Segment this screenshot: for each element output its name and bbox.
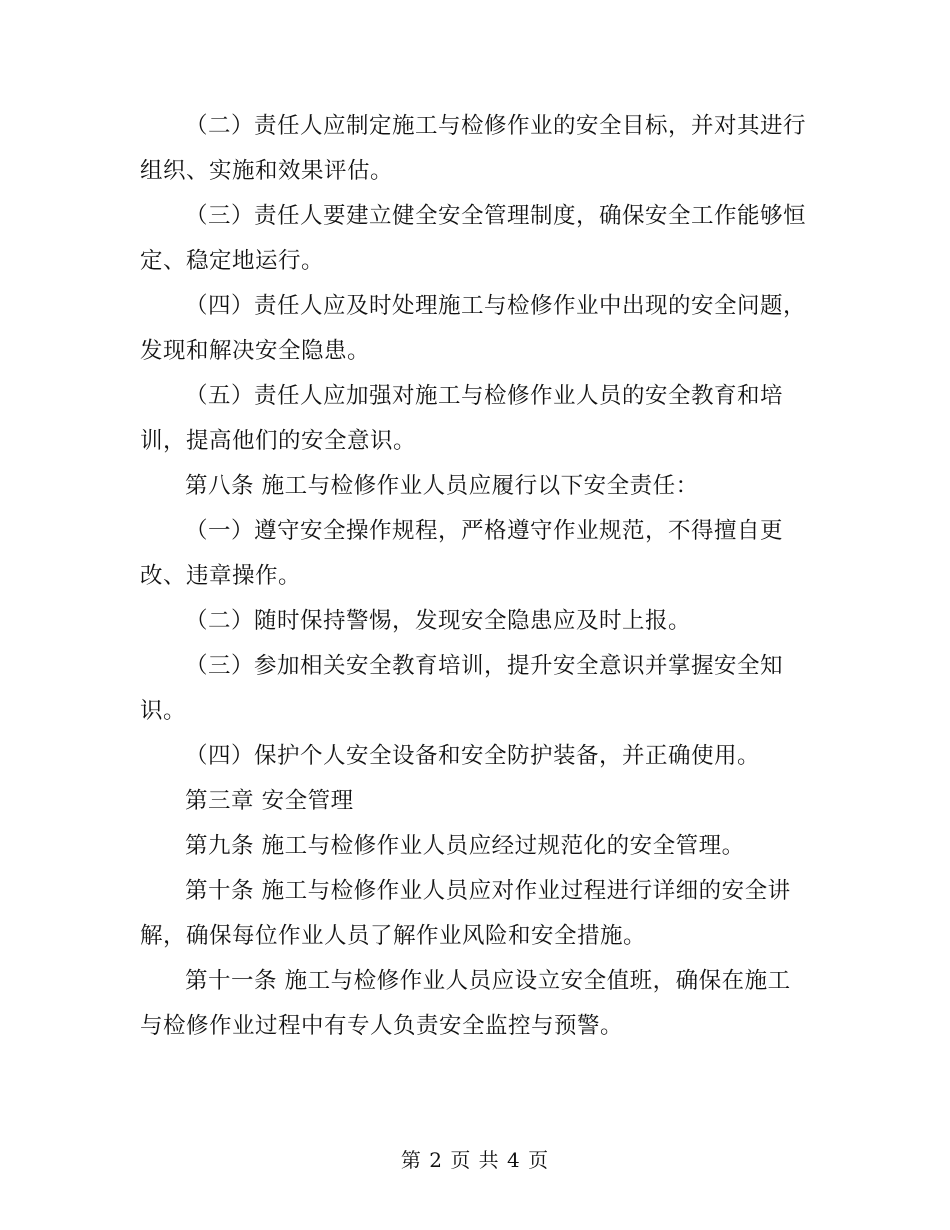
paragraph-item-2-alert: （二）随时保持警惕，发现安全隐患应及时上报。	[185, 608, 692, 634]
chapter-3-heading: 第三章 安全管理	[185, 788, 354, 814]
article-10: 第十条 施工与检修作业人员应对作业过程进行详细的安全讲解，确保每位作业人员了解作业风险和安全措施。	[140, 878, 791, 949]
paragraph-item-4-equipment: （四）保护个人安全设备和安全防护装备，并正确使用。	[185, 743, 761, 769]
paragraph-item-3-education: （三）参加相关安全教育培训，提升安全意识并掌握安全知识。	[140, 653, 784, 724]
article-9: 第九条 施工与检修作业人员应经过规范化的安全管理。	[185, 833, 745, 859]
paragraph-item-2-goals: （二）责任人应制定施工与检修作业的安全目标，并对其进行组织、实施和效果评估。	[140, 113, 807, 184]
article-11: 第十一条 施工与检修作业人员应设立安全值班，确保在施工与检修作业过程中有专人负责安全监控与预警。	[140, 968, 791, 1039]
page-footer: 第 2 页 共 4 页	[400, 1148, 550, 1172]
paragraph-item-5-training: （五）责任人应加强对施工与检修作业人员的安全教育和培训，提高他们的安全意识。	[140, 383, 784, 454]
document-body	[140, 104, 812, 1049]
paragraph-item-3-system: （三）责任人要建立健全安全管理制度，确保安全工作能够恒定、稳定地运行。	[140, 203, 807, 274]
article-8-heading: 第八条 施工与检修作业人员应履行以下安全责任：	[185, 473, 699, 499]
paragraph-item-1-rules: （一）遵守安全操作规程，严格遵守作业规范，不得擅自更改、违章操作。	[140, 518, 784, 589]
paragraph-item-4-handling: （四）责任人应及时处理施工与检修作业中出现的安全问题，发现和解决安全隐患。	[140, 293, 807, 364]
